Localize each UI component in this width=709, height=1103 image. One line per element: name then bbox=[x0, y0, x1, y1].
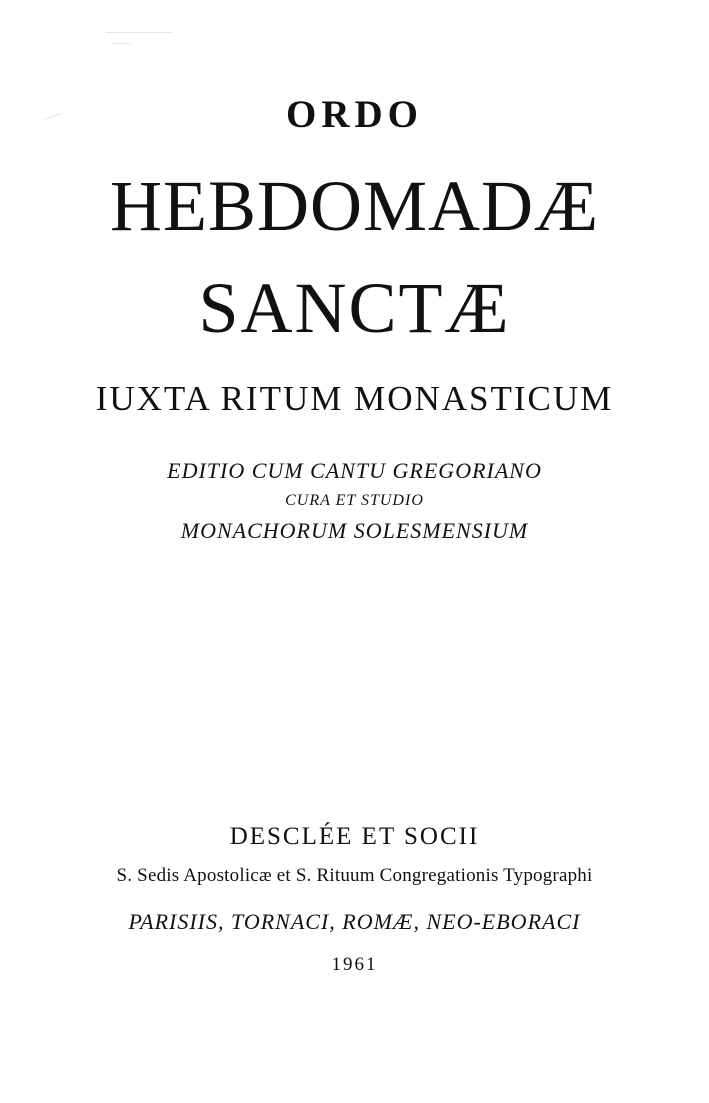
scan-artifact bbox=[106, 32, 172, 33]
printer-line: S. Sedis Apostolicæ et S. Rituum Congregationis Typographi bbox=[116, 865, 593, 886]
publication-year: 1961 bbox=[331, 954, 378, 975]
ordo-heading: ORDO bbox=[286, 93, 423, 136]
cura-line: CURA ET STUDIO bbox=[285, 492, 424, 509]
publisher-name: DESCLÉE ET SOCII bbox=[229, 823, 480, 850]
title-line-1: HEBDOMADÆ bbox=[109, 166, 600, 246]
cities-line: PARISIIS, TORNACI, ROMÆ, NEO-EBORACI bbox=[128, 909, 581, 934]
title-line-2: SANCTÆ bbox=[198, 268, 511, 348]
monks-line: MONACHORUM SOLESMENSIUM bbox=[180, 518, 529, 543]
scan-artifact bbox=[112, 43, 130, 44]
edition-line: EDITIO CUM CANTU GREGORIANO bbox=[167, 458, 542, 483]
subtitle: IUXTA RITUM MONASTICUM bbox=[95, 379, 614, 418]
